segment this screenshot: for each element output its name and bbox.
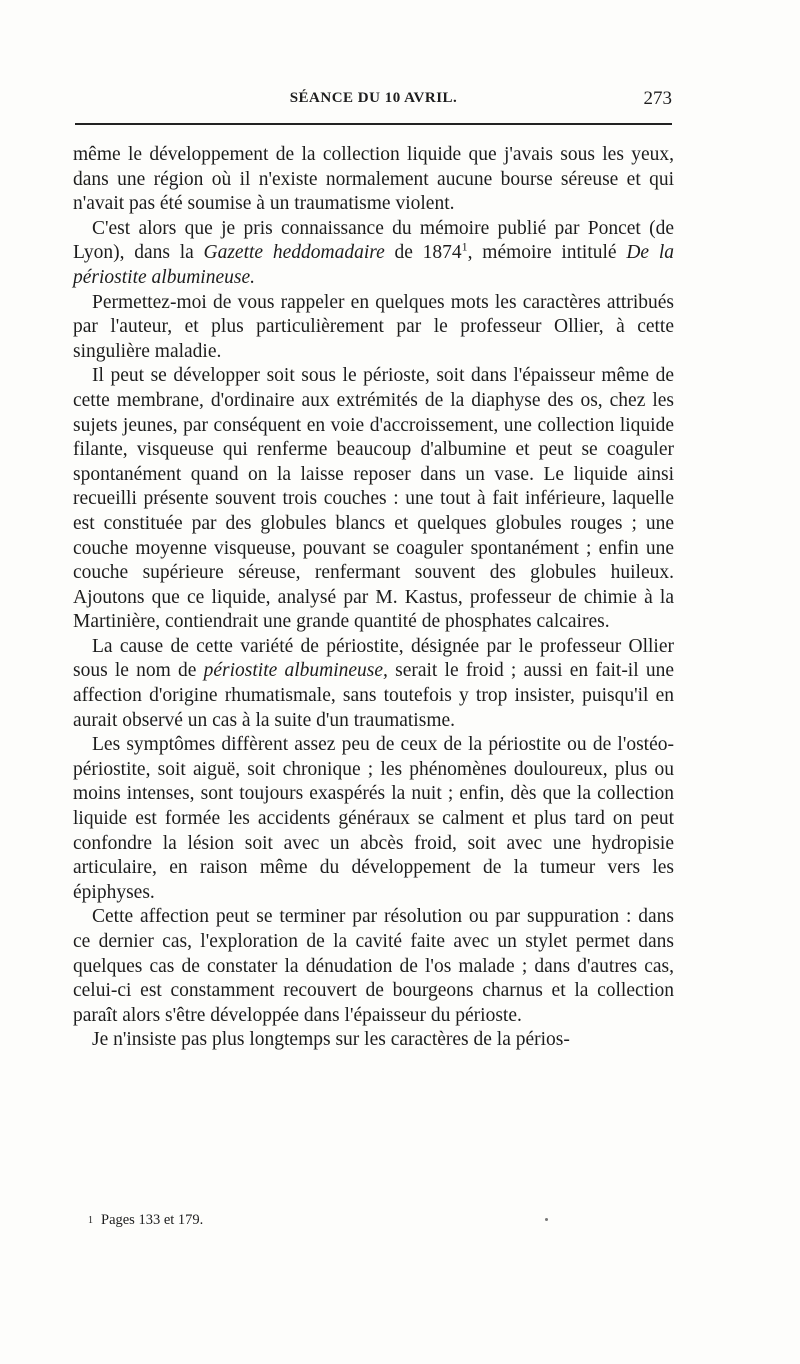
running-head [75,88,672,116]
paragraph-1: même le développement de la collection liquide que j'avais sous les yeux, dans une région où il n'existe normalement aucune bourse séreuse et qui n'avait pas été soumise à un traumatisme violent. [73,144,674,215]
paragraph-2 [73,217,674,291]
header-rule [75,123,672,125]
paragraph-8: Je n'insiste pas plus longtemps sur les caractères de la périos- [92,1029,570,1051]
footnote-mark: 1 [88,1215,93,1227]
journal-title: Gazette heddomadaire [203,242,385,264]
paragraph-3: Permettez-moi de vous rappeler en quelques mots les caractères attribués par l'auteur, et plus particulièrement par le professeur Ollier, à cette singulière maladie. [73,291,674,362]
paragraph-5 [73,635,674,733]
paragraph-5-text-a: La cause de cette variété de périostite, désignée par le professeur Ollier sous le nom de [73,635,674,682]
paragraph-6: Les symptômes diffèrent assez peu de ceux de la périostite ou de l'ostéo-périostite, soit aiguë, soit chronique ; les phénomènes douloureux, plus ou moins intenses, sont toujours exaspérés la nuit ; enfin, dès que la collection liquide est formée les accidents généraux se calment et plus tard on peut confondre la lésion soit avec un abcès froid, soit avec une hydropisie articulaire, en raison même du développement de la tumeur vers les épiphyses. [73,734,674,903]
footnote [88,1212,203,1229]
paragraph-4: Il peut se développer soit sous le périoste, soit dans l'épaisseur même de cette membrane, d'ordinaire aux extrémités de la diaphyse des os, chez les sujets jeunes, par conséquent en voie d'accroissement, une collection liquide filante, visqueuse qui renferme beaucoup d'albumine et peut se coaguler spontanément quand on la laisse reposer dans un vase. Le liquide ainsi recueilli présente souvent trois couches : une tout à fait inférieure, laquelle est constituée par des globules blancs et quelques globules rouges ; une couche moyenne visqueuse, pouvant se coaguler spontanément ; enfin une couche supérieure séreuse, renfermant souvent des globules huileux. Ajoutons que ce liquide, analysé par M. Kastus, professeur de chimie à la Martinière, contiendrait une grande quantité de phosphates calcaires. [73,365,674,633]
ink-speck [545,1218,548,1221]
footnote-text: Pages 133 et 179. [101,1212,204,1228]
paragraph-2-text-b: de 1874 [384,242,462,264]
paragraph-2-text-c: , mémoire intitulé [467,242,627,264]
paragraph-2-text-a: C'est alors que je pris connaissance du mémoire publié par Poncet (de Lyon), dans la [73,217,674,264]
footnote-reference: 1 [461,239,468,254]
page-number: 273 [643,88,672,109]
paragraph-5-text-b: serait le froid ; aussi en fait-il une affection d'origine rhumatismale, sans toutefois y trop insister, puisqu'il en aurait observé un cas à la suite d'un traumatisme. [73,660,674,731]
paragraph-7: Cette affection peut se terminer par résolution ou par suppuration : dans ce dernier cas, l'exploration de la cavité faite avec un stylet permet dans quelques cas de constater la dénudation de l'os malade ; dans d'autres cas, celui-ci est constamment recouvert de bourgeons charnus et la collection paraît alors s'être développée dans l'épaisseur du périoste. [73,906,674,1026]
running-head-title: SÉANCE DU 10 AVRIL. [289,90,458,106]
disease-name: périostite albumineuse, [203,660,388,682]
memoir-title: De la périostite albumineuse. [73,242,674,288]
body-text [73,143,674,1053]
